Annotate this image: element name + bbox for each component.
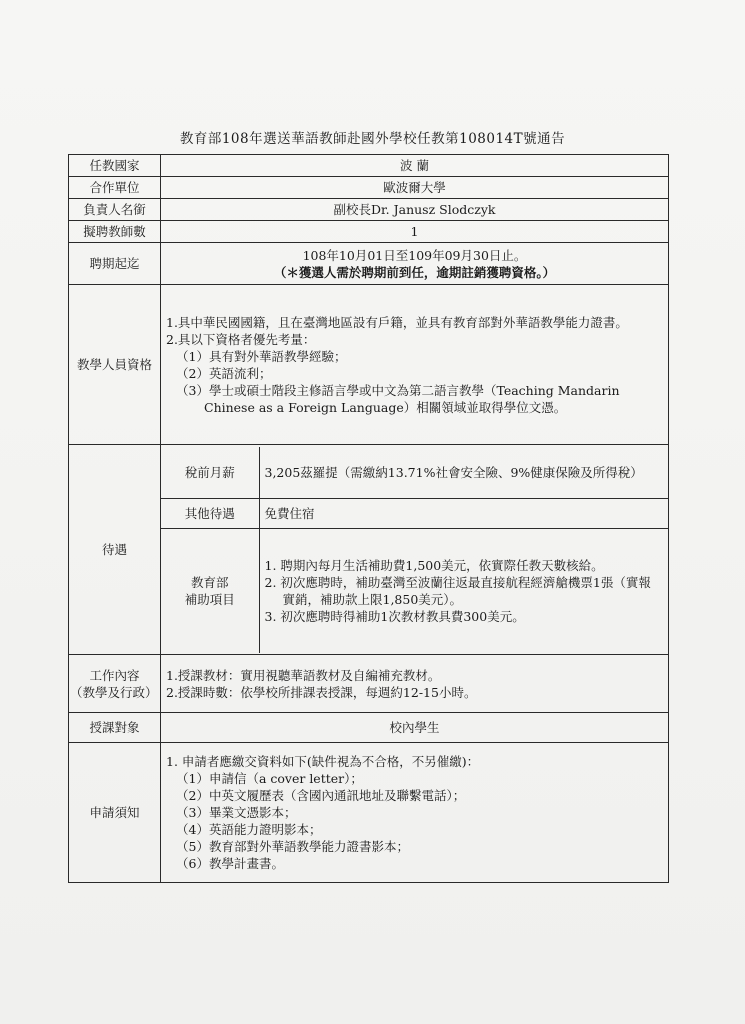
row-partner <box>69 177 669 199</box>
application-doc-5: （5）教育部對外華語教學能力證書影本； <box>176 839 409 854</box>
period-label: 聘期起迄 <box>69 243 161 285</box>
work-item-2: 2.授課時數：依學校所排課表授課，每週約12-15小時。 <box>166 684 477 700</box>
application-doc-2: （2）中英文履歷表（含國內通訊地址及聯繫電話）； <box>176 788 466 803</box>
row-qualification <box>69 285 669 445</box>
target-value: 校內學生 <box>161 713 669 743</box>
count-label: 擬聘教師數 <box>69 221 161 243</box>
row-period <box>69 243 669 285</box>
subsidy-item-3: 3. 初次應聘時得補助1次教材教具費300美元。 <box>264 608 525 624</box>
other-value: 免費住宿 <box>259 499 668 529</box>
row-country <box>69 155 669 177</box>
work-item-1: 1.授課教材：實用視聽華語教材及自編補充教材。 <box>166 667 441 683</box>
other-label: 其他待遇 <box>161 499 259 529</box>
subsidy-row <box>161 529 668 653</box>
notice-table <box>68 154 669 883</box>
subsidy-label-line-1: 教育部 <box>190 574 229 590</box>
salary-row <box>161 447 668 499</box>
subsidy-item-1: 1. 聘期內每月生活補助費1,500美元，依實際任教天數核給。 <box>264 557 604 573</box>
application-doc-1: （1）申請信（a cover letter）； <box>176 771 363 786</box>
subsidy-label-line-2: 補助項目 <box>184 591 235 607</box>
application-label: 申請須知 <box>69 743 161 883</box>
count-value: 1 <box>161 221 669 243</box>
target-label: 授課對象 <box>69 713 161 743</box>
country-label: 任教國家 <box>69 155 161 177</box>
partner-label: 合作單位 <box>69 177 161 199</box>
work-label-line-1: 工作內容 <box>89 667 140 683</box>
treatment-table <box>161 447 668 653</box>
application-intro: 1. 申請者應繳交資料如下(缺件視為不合格，不另催繳)： <box>166 754 480 769</box>
period-note: （＊獲選人需於聘期前到任，逾期註銷獲聘資格。） <box>273 264 556 280</box>
partner-value: 歐波爾大學 <box>161 177 669 199</box>
qualification-item-1: 1.具中華民國國籍，且在臺灣地區設有戶籍，並具有教育部對外華語教學能力證書。 <box>166 314 628 330</box>
qualification-sub-2: （2）英語流利； <box>176 365 272 381</box>
row-count <box>69 221 669 243</box>
row-work <box>69 655 669 713</box>
qualification-sub-3: （3）學士或碩士階段主修語言學或中文為第二語言教學（Teaching Mandarin Chinese as a Foreign Language）相關領域並取得學位文憑。 <box>176 382 620 415</box>
work-value <box>161 655 669 713</box>
work-label-line-2: （教學及行政） <box>70 684 158 700</box>
application-doc-6: （6）教學計畫書。 <box>176 856 284 871</box>
country-value: 波 蘭 <box>161 155 669 177</box>
qualification-label: 教學人員資格 <box>69 285 161 445</box>
row-application <box>69 743 669 883</box>
qualification-sub-1: （1）具有對外華語教學經驗； <box>176 348 347 364</box>
notice-title: 教育部108年選送華語教師赴國外學校任教第108014T號通告 <box>179 131 566 147</box>
treatment-value <box>161 445 669 655</box>
qualification-value <box>161 285 669 445</box>
application-value <box>161 743 669 883</box>
contact-value: 副校長Dr. Janusz Slodczyk <box>161 199 669 221</box>
other-row <box>161 499 668 529</box>
row-contact <box>69 199 669 221</box>
treatment-label: 待遇 <box>69 445 161 655</box>
contact-label: 負責人名銜 <box>69 199 161 221</box>
period-value <box>161 243 669 285</box>
row-treatment <box>69 445 669 655</box>
work-label <box>69 655 161 713</box>
qualification-item-2: 2.具以下資格者優先考量： <box>166 331 316 347</box>
period-dates: 108年10月01日至109年09月30日止。 <box>302 247 527 263</box>
subsidy-label <box>161 529 259 653</box>
salary-value: 3,205茲羅提（需繳納13.71%社會安全險、9%健康保險及所得稅） <box>259 447 668 499</box>
subsidy-item-2: 2. 初次應聘時，補助臺灣至波蘭往返最直接航程經濟艙機票1張（實報實銷，補助款上限1,850美元）。 <box>264 574 651 607</box>
application-doc-4: （4）英語能力證明影本； <box>176 822 322 837</box>
subsidy-value <box>259 529 668 653</box>
application-doc-3: （3）畢業文憑影本； <box>176 805 297 820</box>
row-target <box>69 713 669 743</box>
salary-label: 稅前月薪 <box>161 447 259 499</box>
